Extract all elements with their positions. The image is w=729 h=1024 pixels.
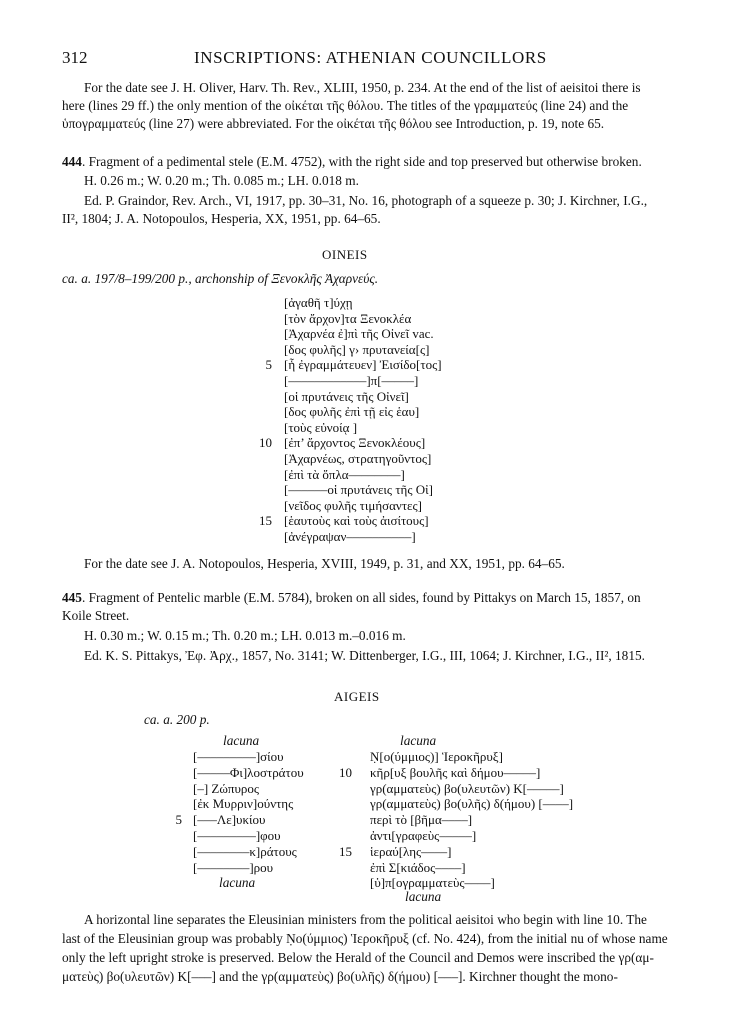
entry-445-description-line-1: Fragment of Pentelic marble (E.M. 5784), broken on all sides, found by Pittakys on March 15, 1857, on [88, 590, 641, 605]
entry-444-tribe: OINEIS [322, 247, 368, 262]
inscription-line: [δος φυλῆς ἐπὶ τῇ εἰς ἑαυ] [284, 404, 420, 420]
intro-line-3: ὑπογραμματεύς (line 27) were abbreviated. For the οἰκέται τῆς θόλου see Introduction, p. 19, note 65. [62, 116, 605, 131]
inscription-line: [––––––––κ]ράτους [193, 843, 297, 859]
inscription-line: [–––––Φι]λοστράτου [193, 764, 304, 780]
inscription-line: [–––––––––]φου [193, 828, 281, 843]
inscription-line: [ἐπὶ τὰ ὅπλα––––––––] [284, 466, 405, 482]
entry-445-right-top-lacuna: lacuna [400, 733, 437, 748]
commentary-line-4: ματεὺς) βο(υλευτῶν) Κ[–––] and the γρ(αμματεὺς) βο(υλῆς) δ(ήμου) [–––]. Kirchner thought the mono- [62, 969, 618, 984]
inscription-line: [––––––οἱ πρυτάνεις τῆς Οἰ] [284, 482, 433, 498]
inscription-line: περὶ τὸ [βῆμα––––] [370, 812, 473, 828]
entry-445-tribe: AIGEIS [334, 689, 380, 704]
intro-line-2: here (lines 29 ff.) the only mention of the οἰκέται τῆς θόλου. The titles of the γραμματεύς (line 24) and the [62, 98, 629, 113]
inscription-line: [–––Λε]υκίου [193, 812, 266, 828]
page-number: 312 [62, 48, 88, 67]
entry-445-number: 445 [62, 590, 82, 605]
inscription-line: [–––––––––]σίου [193, 749, 284, 764]
inscription-line: [ἐπ’ ἄρχοντος Ξενοκλέους] [284, 435, 426, 451]
inscription-line: Ṇ[ο(ύμμιος)] Ἱεροκῆρυξ] [370, 749, 503, 764]
inscription-line: ἀντι[γραφεὺς–––––] [370, 828, 477, 843]
entry-445-left-bottom-lacuna: lacuna [219, 875, 256, 890]
inscription-line: [Ἀχαρνέως, στρατηγοῦντος] [284, 451, 432, 466]
inscription-line: ἱεραύ[λης––––] [370, 843, 452, 859]
inscription-line: [τοὺς εὐνοίᾳ ] [284, 419, 358, 435]
inscription-line: [ἀγαθῆ τ]ύχῃ [284, 295, 353, 310]
inscription-line: [ἐκ Μυρριν]ούντης [193, 796, 294, 812]
inscription-line: [τὸν ἄρχον]τα Ξενοκλέα [284, 310, 412, 326]
entry-445-description-line-2: Koile Street. [62, 608, 130, 623]
commentary-line-3: only the left upright stroke is preserved. Below the Herald of the Council and Demos were inscribed the γρ(αμ- [62, 950, 654, 965]
line-number: 5 [265, 357, 272, 373]
inscription-line: [δος φυλῆς] γ› πρυτανεία[ς] [284, 341, 430, 357]
entry-444-date-line: ca. a. 197/8–199/200 p., archonship of Ξενοκλῆς Ἀχαρνεύς. [62, 271, 379, 286]
entry-445-date-line: ca. a. 200 p. [144, 712, 210, 727]
running-head: INSCRIPTIONS: ATHENIAN COUNCILLORS [194, 48, 547, 67]
entry-445-editions: Ed. K. S. Pittakys, Ἐφ. Ἀρχ., 1857, No. 3141; W. Dittenberger, I.G., III, 1064; J. Kirchner, I.G., II², 1815. [84, 648, 645, 663]
entry-444-note: For the date see J. A. Notopoulos, Hesperia, XVIII, 1949, p. 31, and XX, 1951, pp. 64–65. [84, 556, 565, 571]
entry-444-dimensions: H. 0.26 m.; W. 0.20 m.; Th. 0.085 m.; LH. 0.018 m. [84, 173, 359, 188]
inscription-line: [ἀνέγραψαν––––––––––] [284, 529, 416, 544]
inscription-line: [οἱ πρυτάνεις τῆς Οἰνεῖ] [284, 388, 409, 404]
entry-444-editions-line-1: Ed. P. Graindor, Rev. Arch., VI, 1917, pp. 30–31, No. 16, photograph of a squeeze p. 30; J. Kirchner, I.G., [84, 193, 648, 208]
inscription-line: γρ(αμματεὺς) βο(υλῆς) δ(ήμου) [––––] [370, 796, 574, 812]
line-number: 5 [175, 812, 182, 828]
entry-445-heading: 445. Fragment of Pentelic marble (E.M. 5784), broken on all sides, found by Pittakys on March 15, 1857, on [62, 590, 641, 605]
entry-445-left-top-lacuna: lacuna [223, 733, 260, 748]
entry-444-editions-line-2: II², 1804; J. A. Notopoulos, Hesperia, XX, 1951, pp. 64–65. [62, 211, 381, 226]
inscription-line: κῆρ[υξ βουλῆς καὶ δήμου–––––] [370, 764, 541, 780]
line-number: 10 [339, 764, 352, 780]
entry-444-description: Fragment of a pedimental stele (E.M. 4752), with the right side and top preserved but otherwise broken. [88, 154, 642, 169]
inscription-line: [–] Ζώπυρος [193, 780, 260, 796]
intro-line-1: For the date see J. H. Oliver, Harv. Th. Rev., XLIII, 1950, p. 234. At the end of the list of aeisitoi there is [84, 80, 641, 95]
inscription-line: [Ἀχαρνέα ἐ]πὶ τῆς Οἰνεῖ vac. [284, 326, 434, 342]
entry-444-number: 444 [62, 154, 82, 169]
entry-445-dimensions: H. 0.30 m.; W. 0.15 m.; Th. 0.20 m.; LH. 0.013 m.–0.016 m. [84, 628, 406, 643]
entry-444-heading: 444. Fragment of a pedimental stele (E.M. 4752), with the right side and top preserved but otherwise broken. [62, 154, 642, 169]
inscription-line: [νεῖδος φυλῆς τιμήσαντες] [284, 497, 422, 513]
inscription-line: [––––––––]ρου [193, 859, 274, 875]
inscription-line: γρ(αμματεὺς) βο(υλευτῶν) Κ[–––––] [370, 780, 564, 796]
entry-445-right-bottom-lacuna: lacuna [405, 889, 442, 904]
line-number: 15 [259, 513, 272, 529]
inscription-line: [ἑαυτοὺς καὶ τοὺς ἀισίτους] [284, 513, 429, 529]
inscription-line: [––––––––––––]π[–––––] [284, 373, 419, 388]
commentary-line-1: A horizontal line separates the Eleusinian ministers from the political aeisitoi who begin with line 10. The [84, 912, 647, 927]
inscription-line: ἐπὶ Σ[κιάδος––––] [370, 859, 466, 875]
inscription-line: [ὑ]π[ογραμματεὺς––––] [370, 875, 495, 891]
line-number: 15 [339, 843, 352, 859]
inscription-line: [ἧ ἐγραμμάτευεν] Ἐισίδο[τος] [284, 357, 442, 373]
commentary-line-2: last of the Eleusinian group was probably Ṇο(ύμμιος) Ἱεροκῆρυξ (cf. No. 424), from the initial nu of whose name [62, 931, 668, 946]
line-number: 10 [259, 435, 272, 451]
